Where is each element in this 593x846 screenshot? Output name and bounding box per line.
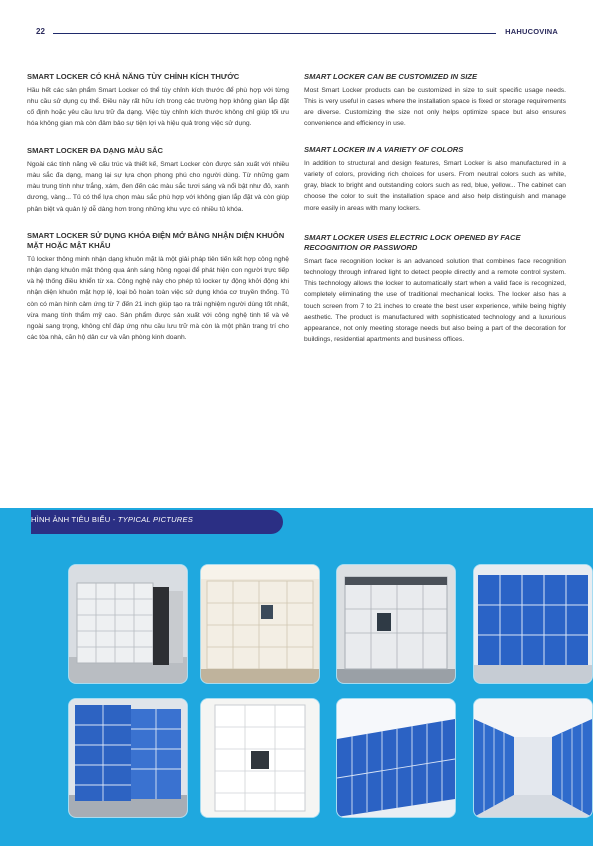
- section-custom-size-vi: [27, 72, 289, 129]
- english-column: [304, 72, 566, 359]
- typical-pictures-gallery: [0, 508, 593, 846]
- blue-locker-hallway-photo: [337, 699, 455, 817]
- section-face-lock-en: [304, 233, 566, 346]
- blue-locker-row-photo: [474, 565, 592, 683]
- white-locker-grid-photo: [69, 565, 187, 683]
- gallery-title-vi: HÌNH ẢNH TIÊU BIỂU -: [31, 515, 118, 524]
- brand-name: HAHUCOVINA: [505, 27, 558, 36]
- section-colors-en: [304, 145, 566, 214]
- grey-locker-screen-photo: [337, 565, 455, 683]
- section-face-lock-vi: [27, 231, 289, 344]
- section-body: Ngoài các tính năng về cấu trúc và thiết kế, Smart Locker còn được sản xuất với nhiều màu sắc đa dạng, mang lại sự lựa chọn phong phú cho người dùng. Từ những gam màu trung tính như trắng, xám, đen đến các màu sắc tươi sáng và nổi bật như đỏ, xanh dương, vàng... Tủ có thể lựa chọn màu sắc phù hợp với không gian lắp đặt và còn giúp phân biệt và quản lý dễ dàng hơn trong những khu vực có nhiều tủ khóa.: [27, 160, 289, 213]
- section-heading: SMART LOCKER CÓ KHẢ NĂNG TÙY CHỈNH KÍCH THƯỚC: [27, 72, 240, 81]
- header-rule: [53, 33, 496, 34]
- section-body: Hầu hết các sản phẩm Smart Locker có thể tùy chỉnh kích thước để phù hợp với từng nhu cầu sử dụng cụ thể. Điều này rất hữu ích trong các trường hợp không gian lắp đặt cố định hoặc yêu cầu lưu trữ đa dạng. Việc tùy chỉnh kích thước không chỉ giúp tối ưu hóa không gian mà còn đảm bảo sự tiện lợi và hiệu quả trong việc sử dụng.: [27, 86, 289, 128]
- section-heading: SMART LOCKER IN A VARIETY OF COLORS: [304, 145, 464, 155]
- beige-locker-wall-photo: [201, 565, 319, 683]
- gallery-title: [31, 515, 193, 524]
- section-colors-vi: [27, 146, 289, 215]
- section-heading: SMART LOCKER CAN BE CUSTOMIZED IN SIZE: [304, 72, 478, 81]
- page-header: [36, 27, 558, 41]
- section-body: Smart face recognition locker is an advanced solution that combines face recognition technology through infrared light to detect people directly and a remote control system. This technology allows the locker to automatically start when a valid face is recognized, completely eliminating the use of traditional mechanical locks. The locker also has a touch screen from 7 to 21 inches to create the best user experience, while being highly aesthetic. The product is manufactured with sophisticated technology and a luxurious appearance, not only meeting storage needs but also being a part of the decoration for buildings, residential apartments and business offices.: [304, 257, 566, 344]
- page-number: 22: [36, 27, 45, 36]
- blue-locker-room-photo: [474, 699, 592, 817]
- section-custom-size-en: [304, 72, 566, 129]
- section-heading: SMART LOCKER SỬ DỤNG KHÓA ĐIỆN MỞ BẰNG NHẬN DIỆN KHUÔN MẶT HOẶC MẬT KHẨU: [27, 230, 285, 251]
- white-locker-front-photo: [201, 699, 319, 817]
- vietnamese-column: [27, 72, 289, 357]
- blue-locker-corner-photo: [69, 699, 187, 817]
- section-body: Most Smart Locker products can be customized in size to suit specific usage needs. This is very useful in cases where the installation space is fixed or storage requirements are diverse. Customizing the size not only helps optimize space but also ensures convenience and efficiency in use.: [304, 86, 566, 128]
- section-body: Tủ locker thông minh nhận dạng khuôn mặt là một giải pháp tiên tiến kết hợp công nghệ nhận dạng khuôn mặt thông qua ánh sáng hồng ngoại để phát hiện con người trực tiếp và hệ thống điều khiển từ xa. Công nghệ này cho phép tủ locker tự động khởi động khi nhận diện khuôn mặt hợp lệ, loại bỏ hoàn toàn việc sử dụng khóa cơ truyền thống. Tủ còn có màn hình cảm ứng từ 7 đến 21 inch giúp tạo ra trải nghiệm người dùng tốt nhất, vừa mang tính thẩm mỹ cao. Sản phẩm được sản xuất với công nghệ tinh tế và vẻ ngoài sang trọng, không chỉ đáp ứng nhu cầu lưu trữ mà còn là một phần trang trí cho các tòa nhà, căn hộ dân cư và văn phòng kinh doanh.: [27, 255, 289, 342]
- section-heading: SMART LOCKER ĐA DẠNG MÀU SẮC: [27, 146, 163, 156]
- gallery-title-en: TYPICAL PICTURES: [117, 515, 193, 524]
- section-body: In addition to structural and design features, Smart Locker is also manufactured in a variety of colors, providing rich choices for users. From neutral colors such as white, gray, black to bright and outstanding colors such as red, blue, yellow... The cabinet can choose the color to suit the installation space and also help distinguish and manage more easily in areas with many lockers.: [304, 159, 566, 212]
- section-heading: SMART LOCKER USES ELECTRIC LOCK OPENED BY FACE RECOGNITION OR PASSWORD: [304, 232, 521, 253]
